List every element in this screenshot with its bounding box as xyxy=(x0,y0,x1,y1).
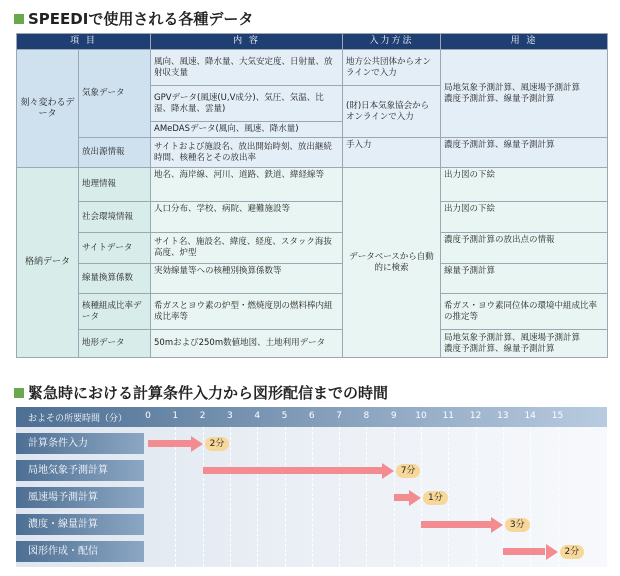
table-row xyxy=(17,233,608,264)
header-item: 項 目 xyxy=(17,34,151,50)
table-header-row xyxy=(17,34,608,50)
task-label: 図形作成・配信 xyxy=(16,541,144,562)
task-bar xyxy=(421,521,491,528)
content-stored-0: 地名、海岸線、河川、道路、鉄道、緯経線等 xyxy=(151,168,343,202)
header-use: 用 途 xyxy=(441,34,608,50)
tick-label: 4 xyxy=(254,411,261,421)
use-stored-0: 出力図の下絵 xyxy=(441,168,608,202)
use-stored-2: 濃度予測計算の放出点の情報 xyxy=(441,233,608,264)
tick-label: 2 xyxy=(199,411,206,421)
category-realtime: 刻々変わるデータ xyxy=(17,50,79,168)
tick-label: 5 xyxy=(281,411,288,421)
grid-line xyxy=(339,427,340,567)
item-stored-2: サイトデータ xyxy=(79,233,151,264)
content-weather-1: 風向、風速、降水量、大気安定度、日射量、放射収支量 xyxy=(151,50,343,86)
use-source: 濃度予測計算、線量予測計算 xyxy=(441,138,608,168)
item-stored-1: 社会環境情報 xyxy=(79,202,151,233)
grid-line xyxy=(230,427,231,567)
tick-label: 9 xyxy=(390,411,397,421)
grid-line xyxy=(175,427,176,567)
item-weather: 気象データ xyxy=(79,50,151,138)
content-source: サイトおよび施設名、放出開始時刻、放出継続時間、核種名とその放出率 xyxy=(151,138,343,168)
use-stored-4: 希ガス・ヨウ素同位体の環境中組成比率の推定等 xyxy=(441,294,608,330)
task-arrow xyxy=(191,436,203,452)
use-weather: 局地気象予測計算、風速場予測計算 濃度予測計算、線量予測計算 xyxy=(441,50,608,138)
tick-label: 12 xyxy=(469,411,482,421)
task-label: 濃度・線量計算 xyxy=(16,514,144,535)
grid-line xyxy=(203,427,204,567)
item-stored-3: 線量換算係数 xyxy=(79,264,151,294)
use-stored-1: 出力図の下絵 xyxy=(441,202,608,233)
tick-label: 11 xyxy=(442,411,455,421)
task-arrow xyxy=(382,463,394,479)
item-stored-5: 地形データ xyxy=(79,330,151,358)
grid-line xyxy=(448,427,449,567)
section1-title-text: SPEEDIで使用される各種データ xyxy=(28,10,254,28)
header-content: 内 容 xyxy=(151,34,343,50)
table-row xyxy=(17,202,608,233)
item-stored-4: 核種組成比率データ xyxy=(79,294,151,330)
tick-label: 7 xyxy=(336,411,342,421)
task-label: 風速場予測計算 xyxy=(16,487,144,508)
task-arrow xyxy=(491,517,503,533)
table-row xyxy=(17,138,608,168)
grid-line xyxy=(257,427,258,567)
tick-label: 15 xyxy=(551,411,564,421)
grid-line xyxy=(366,427,367,567)
content-stored-2: サイト名、施設名、緯度、経度、スタック海抜高度、炉型 xyxy=(151,233,343,264)
data-table xyxy=(16,33,608,358)
task-duration-badge: 1分 xyxy=(423,491,448,505)
section2-title xyxy=(14,382,388,403)
section2-title-text: 緊急時における計算条件入力から図形配信までの時間 xyxy=(28,384,389,402)
header-input: 入力方法 xyxy=(343,34,441,50)
table-row xyxy=(17,294,608,330)
timeline-body xyxy=(16,427,607,567)
grid-line xyxy=(558,427,559,567)
content-stored-4: 希ガスとヨウ素の炉型・燃焼度別の燃料棒内組成比率等 xyxy=(151,294,343,330)
table-row xyxy=(17,50,608,86)
grid-line xyxy=(503,427,504,567)
content-stored-5: 50mおよび250m数値地図、土地利用データ xyxy=(151,330,343,358)
use-stored-3: 線量予測計算 xyxy=(441,264,608,294)
task-bar xyxy=(394,494,409,501)
tick-label: 14 xyxy=(524,411,536,421)
task-bar xyxy=(203,467,382,474)
timeline-header-label: およその所要時間（分） xyxy=(28,414,128,424)
use-stored-5: 局地気象予測計算、風速場予測計算 濃度予測計算、線量予測計算 xyxy=(441,330,608,358)
task-bar xyxy=(148,440,191,447)
input-weather-1: 地方公共団体からオンラインで入力 xyxy=(343,50,441,86)
grid-line xyxy=(476,427,477,567)
content-weather-3: AMeDASデータ(風向、風速、降水量) xyxy=(151,122,343,138)
green-square-icon xyxy=(14,14,24,24)
task-arrow xyxy=(409,490,421,506)
input-stored: データベースから自動的に検索 xyxy=(343,168,441,358)
tick-label: 3 xyxy=(227,411,233,421)
grid-line xyxy=(312,427,313,567)
table-row xyxy=(17,264,608,294)
task-duration-badge: 2分 xyxy=(560,545,585,559)
tick-label: 6 xyxy=(308,411,315,421)
tick-label: 1 xyxy=(172,411,179,421)
content-stored-3: 実効線量等への核種別換算係数等 xyxy=(151,264,343,294)
tick-label: 0 xyxy=(145,411,151,421)
tick-label: 10 xyxy=(415,411,427,421)
task-arrow xyxy=(546,544,558,560)
green-square-icon xyxy=(14,388,24,398)
grid-line xyxy=(285,427,286,567)
content-stored-1: 人口分布、学校、病院、避難施設等 xyxy=(151,202,343,233)
content-weather-2: GPVデータ(風速(U,V成分)、気圧、気温、比湿、降水量、雲量) xyxy=(151,86,343,122)
input-weather-2: (財)日本気象協会からオンラインで入力 xyxy=(343,86,441,138)
table-row xyxy=(17,330,608,358)
task-duration-badge: 3分 xyxy=(505,518,530,532)
task-bar xyxy=(503,548,546,555)
tick-label: 8 xyxy=(363,411,370,421)
item-source: 放出源情報 xyxy=(79,138,151,168)
category-stored: 格納データ xyxy=(17,168,79,358)
task-label: 局地気象予測計算 xyxy=(16,460,144,481)
timeline-chart xyxy=(16,407,607,567)
section1-title xyxy=(14,8,253,29)
input-source: 手入力 xyxy=(343,138,441,168)
grid-line xyxy=(421,427,422,567)
item-stored-0: 地理情報 xyxy=(79,168,151,202)
timeline-header xyxy=(16,407,607,427)
task-duration-badge: 7分 xyxy=(396,464,421,478)
tick-label: 13 xyxy=(497,411,509,421)
task-duration-badge: 2分 xyxy=(205,437,230,451)
task-label: 計算条件入力 xyxy=(16,433,144,454)
grid-line xyxy=(530,427,531,567)
table-row xyxy=(17,168,608,202)
